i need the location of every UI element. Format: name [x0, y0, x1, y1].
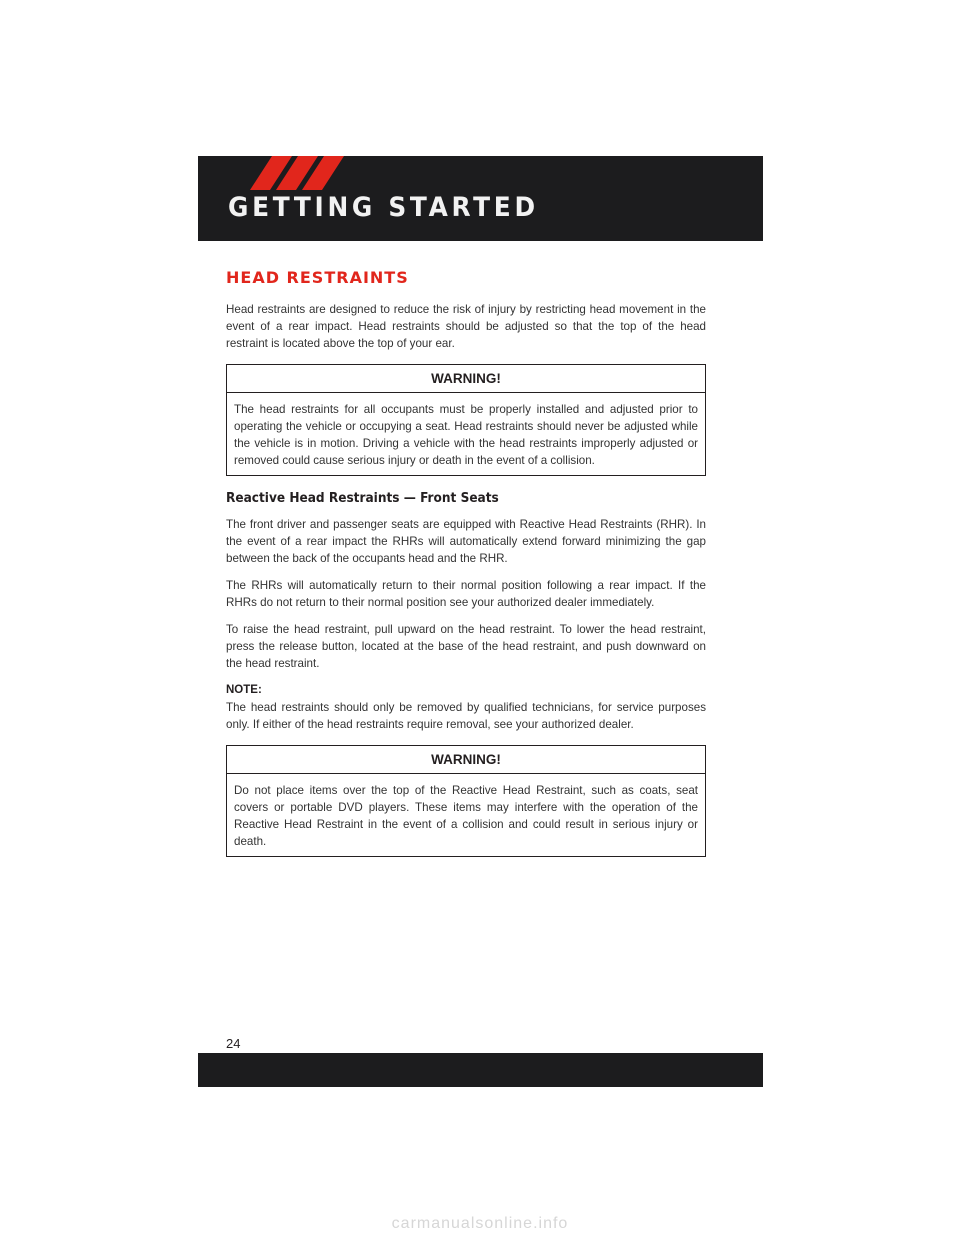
footer-bar [198, 1053, 763, 1087]
page-heading: HEAD RESTRAINTS [226, 268, 409, 287]
paragraph: The front driver and passenger seats are equipped with Reactive Head Restraints (RHR). In the event of a rear impact the RHRs will automatically extend forward minimizing the gap between the back of the occupants head and the RHR. [226, 518, 706, 565]
warning-body [227, 393, 705, 475]
warning-box [226, 364, 706, 476]
note-label: NOTE: [226, 684, 262, 696]
note-text: The head restraints should only be removed by qualified technicians, for service purposes only. If either of the head restraints require removal, see your authorized dealer. [226, 701, 706, 731]
watermark: carmanualsonline.info [391, 1215, 569, 1232]
section-header-bar [198, 156, 763, 241]
page-content [226, 268, 706, 871]
subheading: Reactive Head Restraints — Front Seats [226, 490, 499, 506]
warning-body [227, 774, 705, 856]
warning-title: WARNING! [227, 746, 705, 774]
warning-box [226, 745, 706, 857]
page-number: 24 [226, 1036, 241, 1051]
warning-title: WARNING! [227, 365, 705, 393]
warning-text: The head restraints for all occupants must be properly installed and adjusted prior to operating the vehicle or occupying a seat. Head restraints should never be adjusted while the vehicle is in motion. Driving a vehicle with the head restraints improperly adjusted or removed could cause serious injury or death in the event of a collision. [234, 403, 698, 467]
brand-stripes-icon [250, 156, 346, 190]
paragraph: To raise the head restraint, pull upward on the head restraint. To lower the head restraint, press the release button, located at the base of the head restraint, and push downward on the head restraint. [226, 623, 706, 670]
intro-paragraph: Head restraints are designed to reduce the risk of injury by restricting head movement in the event of a rear impact. Head restraints should be adjusted so that the top of the head restraint is located above the top of your ear. [226, 303, 706, 350]
paragraph: The RHRs will automatically return to their normal position following a rear impact. If the RHRs do not return to their normal position see your authorized dealer immediately. [226, 579, 706, 609]
section-title: GETTING STARTED [228, 192, 539, 223]
warning-text: Do not place items over the top of the Reactive Head Restraint, such as coats, seat covers or portable DVD players. These items may interfere with the operation of the Reactive Head Restraint in the event of a collision and could result in serious injury or death. [234, 784, 698, 848]
